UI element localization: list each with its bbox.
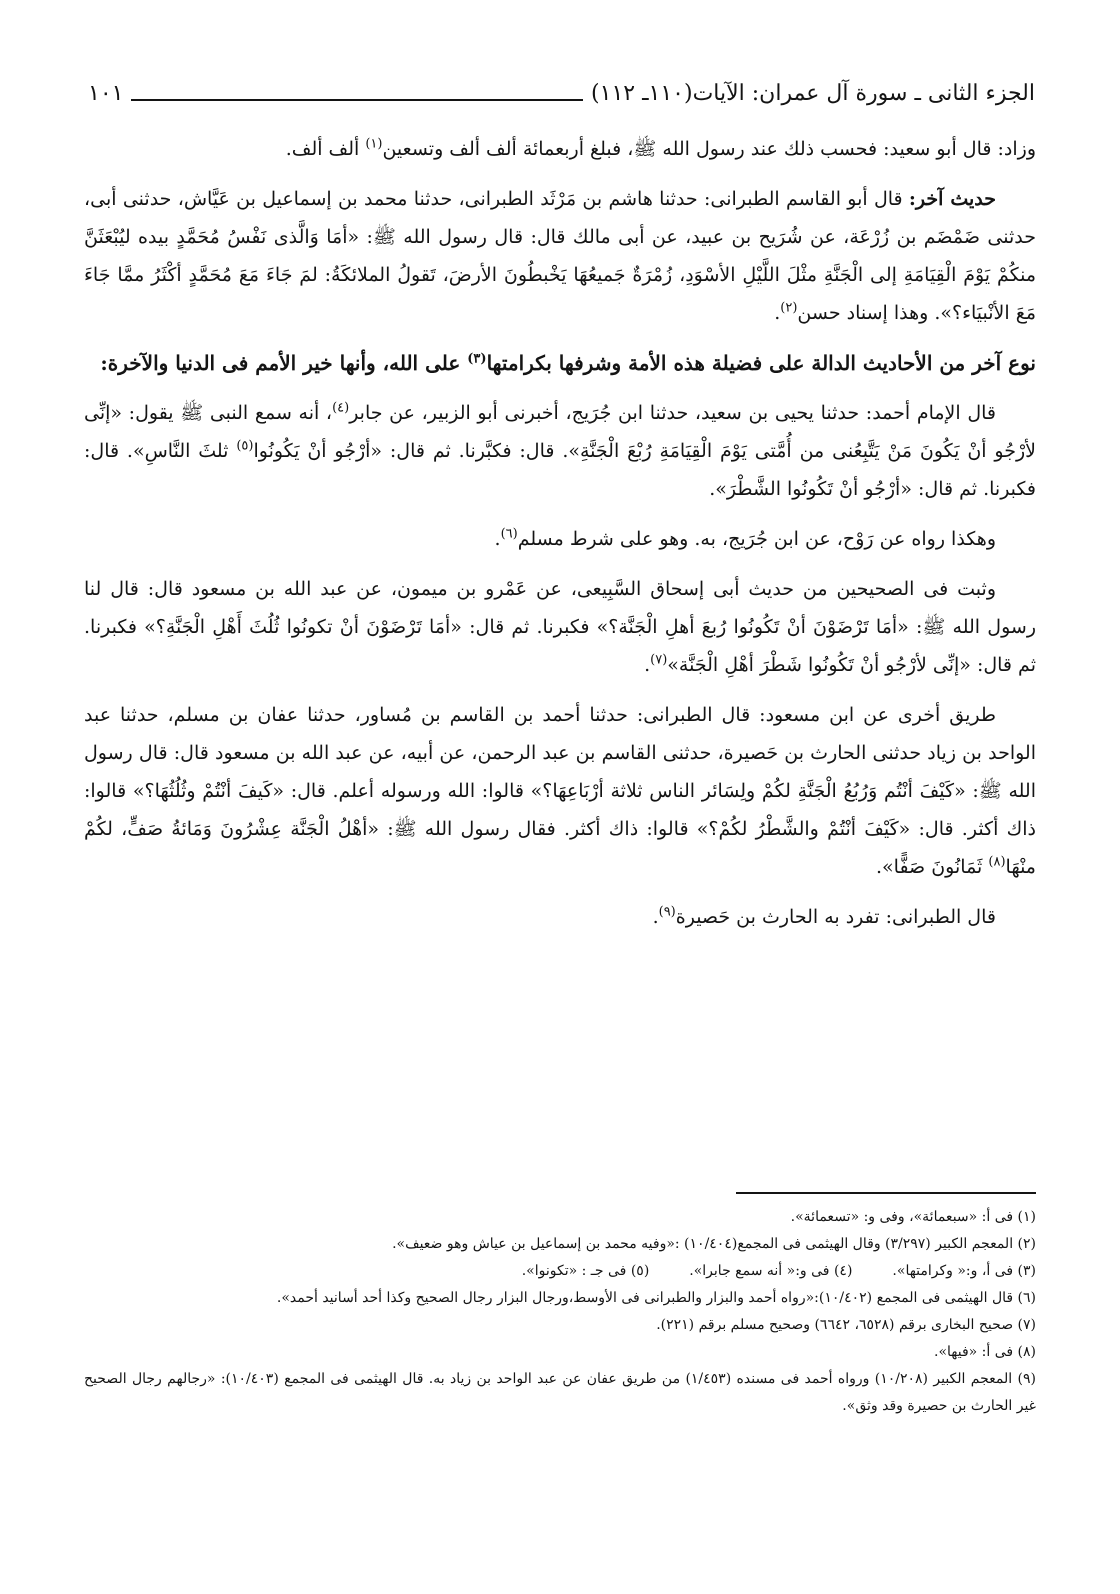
paragraph-text: قال الإمام أحمد: حدثنا يحيى بن سعيد، حدثنا ابن جُرَيج، أخبرنى أبو الزبير، عن جابر — [349, 402, 996, 424]
footnote: (٢) المعجم الكبير (٣/٢٩٧) وقال الهيثمى فى المجمع(١٠/٤٠٤) :«وفيه محمد بن إسماعيل بن عياش وهو ضعيف». — [392, 1236, 1036, 1252]
paragraph-text: . — [774, 302, 781, 324]
footnote-marker: (٥) — [236, 438, 254, 454]
paragraph-text: قال الطبرانى: تفرد به الحارث بن حَصيرة — [675, 906, 996, 928]
footnote: (٨) فى أ: «فيها». — [934, 1344, 1036, 1360]
paragraph-text: ثلثَ النَّاسِ». قال: فكبرنا. ثم قال: «أرْجُو أنْ تَكُونُوا الشَّطْرَ». — [84, 440, 1036, 500]
running-header — [88, 74, 1035, 108]
footnote-marker: (٣) — [467, 351, 487, 367]
paragraph-text: . — [652, 906, 659, 928]
paragraph-text: وزاد: قال أبو سعيد: فحسب ذلك عند رسول الله ﷺ، فبلغ أربعمائة ألف ألف وتسعين — [382, 138, 1036, 160]
footnote-marker: (٩) — [658, 904, 676, 920]
paragraph-text: . — [644, 654, 651, 676]
footnote-marker: (١) — [365, 136, 383, 152]
paragraph-text: قال أبو القاسم الطبرانى: حدثنا هاشم بن مَرْثَد الطبرانى، حدثنا محمد بن إسماعيل بن عَيَّاش، حدثنى أبى، حدثنى ضَمْضَم بن زُرْعَة، عن شُرَيح بن عبيد، عن أبى مالك قال: قال رسول الله ﷺ: «أمَا وَالَّذى نَفْسُ مُحَمَّدٍ بيده ليُبْعَثَنَّ منكُمْ يَوْمَ الْقِيَامَةِ إلى الْجَنَّةِ مثْلَ اللَّيْلِ الأسْوَدِ، زُمْرَةٌ جَميعُهَا يَخْبطُونَ الأرضَ، تَقولُ الملائكَةُ: لمَ جَاءَ مَعَ مُحَمَّدٍ أكْثَرُ ممَّا جَاءَ مَعَ الأنْبيَاء؟». وهذا إسناد حسن — [84, 188, 1036, 324]
section-lead: حديث آخر: — [908, 188, 996, 210]
footnotes — [84, 1204, 1036, 1420]
footnote: (٦) قال الهيثمى فى المجمع (١٠/٤٠٢):«رواه أحمد والبزار والطبرانى فى الأوسط،ورجال البزار رجال الصحيح وكذا أحد أسانيد أحمد». — [276, 1290, 1036, 1306]
header-title: الجزء الثانى ـ سورة آل عمران: الآيات(١١٠ـ ١١٢) — [591, 81, 1035, 106]
paragraph-text: وهكذا رواه عن رَوْح، عن ابن جُرَيج، به. وهو على شرط مسلم — [517, 528, 996, 550]
page-number: ١٠١ — [88, 81, 124, 106]
paragraph-text: ، أنه سمع النبى ﷺ يقول: «إنِّى لأرْجُو أنْ يَكُونَ مَنْ يَتَّبِعُنى من أُمَّتى يَوْمَ الْقِيَامَةِ رُبْعَ الْجَنَّةِ». قال: فكبَّرنا. ثم قال: «أرْجُو أنْ يَكُونُوا — [84, 402, 1036, 462]
heading-text: نوع آخر من الأحاديث الدالة على فضيلة هذه الأمة وشرفها بكرامتها — [486, 351, 1036, 375]
footnote: (٧) صحيح البخارى برقم (٦٥٢٨، ٦٦٤٢) وصحيح مسلم برقم (٢٢١). — [656, 1317, 1036, 1333]
paragraph — [84, 394, 1036, 508]
paragraph — [84, 570, 1036, 684]
paragraph-text: طريق أخرى عن ابن مسعود: قال الطبرانى: حدثنا أحمد بن القاسم بن مُساور، حدثنا عفان بن مسلم، حدثنا عبد الواحد بن زياد حدثنى الحارث بن حَصيرة، حدثنى القاسم بن عبد الرحمن، عن أبيه، عن عبد الله بن مسعود قال: قال رسول الله ﷺ: «كَيْفَ أنْتُم وَرُبُعُ الْجَنَّةِ لكُمْ ولِسَائر الناس ثلاثة أرْبَاعِهَا؟» قالوا: الله ورسوله أعلم. قال: «كَيفَ أنْتُمْ وثُلُثُهَا؟» قالوا: ذاك أكثر. قال: «كَيْفَ أنْتُمْ والشَّطْرُ لكُمْ؟» قالوا: ذاك أكثر. فقال رسول الله ﷺ: «أهْلُ الْجَنَّة عِشْرُونَ وَمَائةُ صَفٍّ، لكُمْ منْهَا — [84, 704, 1036, 878]
main-text — [84, 130, 1036, 948]
footnote-row — [84, 1258, 1036, 1285]
paragraph-text: ثَمَانُونَ صَفًّا». — [875, 856, 989, 878]
heading-text: على الله، وأنها خير الأمم فى الدنيا والآخرة: — [100, 351, 468, 375]
paragraph — [84, 130, 1036, 168]
paragraph — [84, 696, 1036, 886]
footnote-marker: (٧) — [650, 652, 668, 668]
paragraph — [84, 898, 1036, 936]
header-rule — [131, 99, 583, 101]
footnote: (٣) فى أ، و:« وكرامتها». — [892, 1263, 1036, 1279]
footnote: (٤) فى و:« أنه سمع جابرا». — [689, 1263, 853, 1279]
footnote-marker: (٢) — [780, 300, 798, 316]
paragraph — [84, 520, 1036, 558]
footnote: (٩) المعجم الكبير (١٠/٢٠٨) ورواه أحمد فى مسنده (١/٤٥٣) من طريق عفان عن عبد الواحد بن زياد به. قال الهيثمى فى المجمع (١٠/٤٠٣): «رجالهم رجال الصحيح غير الحارث بن حصيرة وقد وثق». — [84, 1371, 1036, 1414]
footnote-marker: (٤) — [332, 400, 350, 416]
footnote: (٥) فى جـ : «تكونوا». — [521, 1263, 650, 1279]
footnote: (١) فى أ: «سبعمائة»، وفى و: «تسعمائة». — [790, 1209, 1036, 1225]
paragraph-text: وثبت فى الصحيحين من حديث أبى إسحاق السَّبِيعى، عن عَمْرو بن ميمون، عن عبد الله بن مسعود قال: قال لنا رسول الله ﷺ: «أمَا تَرْضَوْنَ أنْ تَكُونُوا رُبعَ أهلِ الْجَنَّة؟» فكبرنا. ثم قال: «أمَا تَرْضَوْنَ أنْ تكونُوا ثُلُثَ أَهْلِ الْجَنَّةِ؟» فكبرنا. ثم قال: «إنِّى لأرْجُو أنْ تَكُونُوا شَطْرَ أهْلِ الْجَنَّة» — [84, 578, 1036, 676]
section-heading — [84, 344, 1036, 382]
footnote-marker: (٨) — [988, 854, 1006, 870]
paragraph — [84, 180, 1036, 332]
paragraph-text: . — [494, 528, 501, 550]
footnote-marker: (٦) — [500, 526, 518, 542]
footnote-separator — [736, 1192, 1036, 1194]
paragraph-text: ألف ألف. — [285, 138, 366, 160]
